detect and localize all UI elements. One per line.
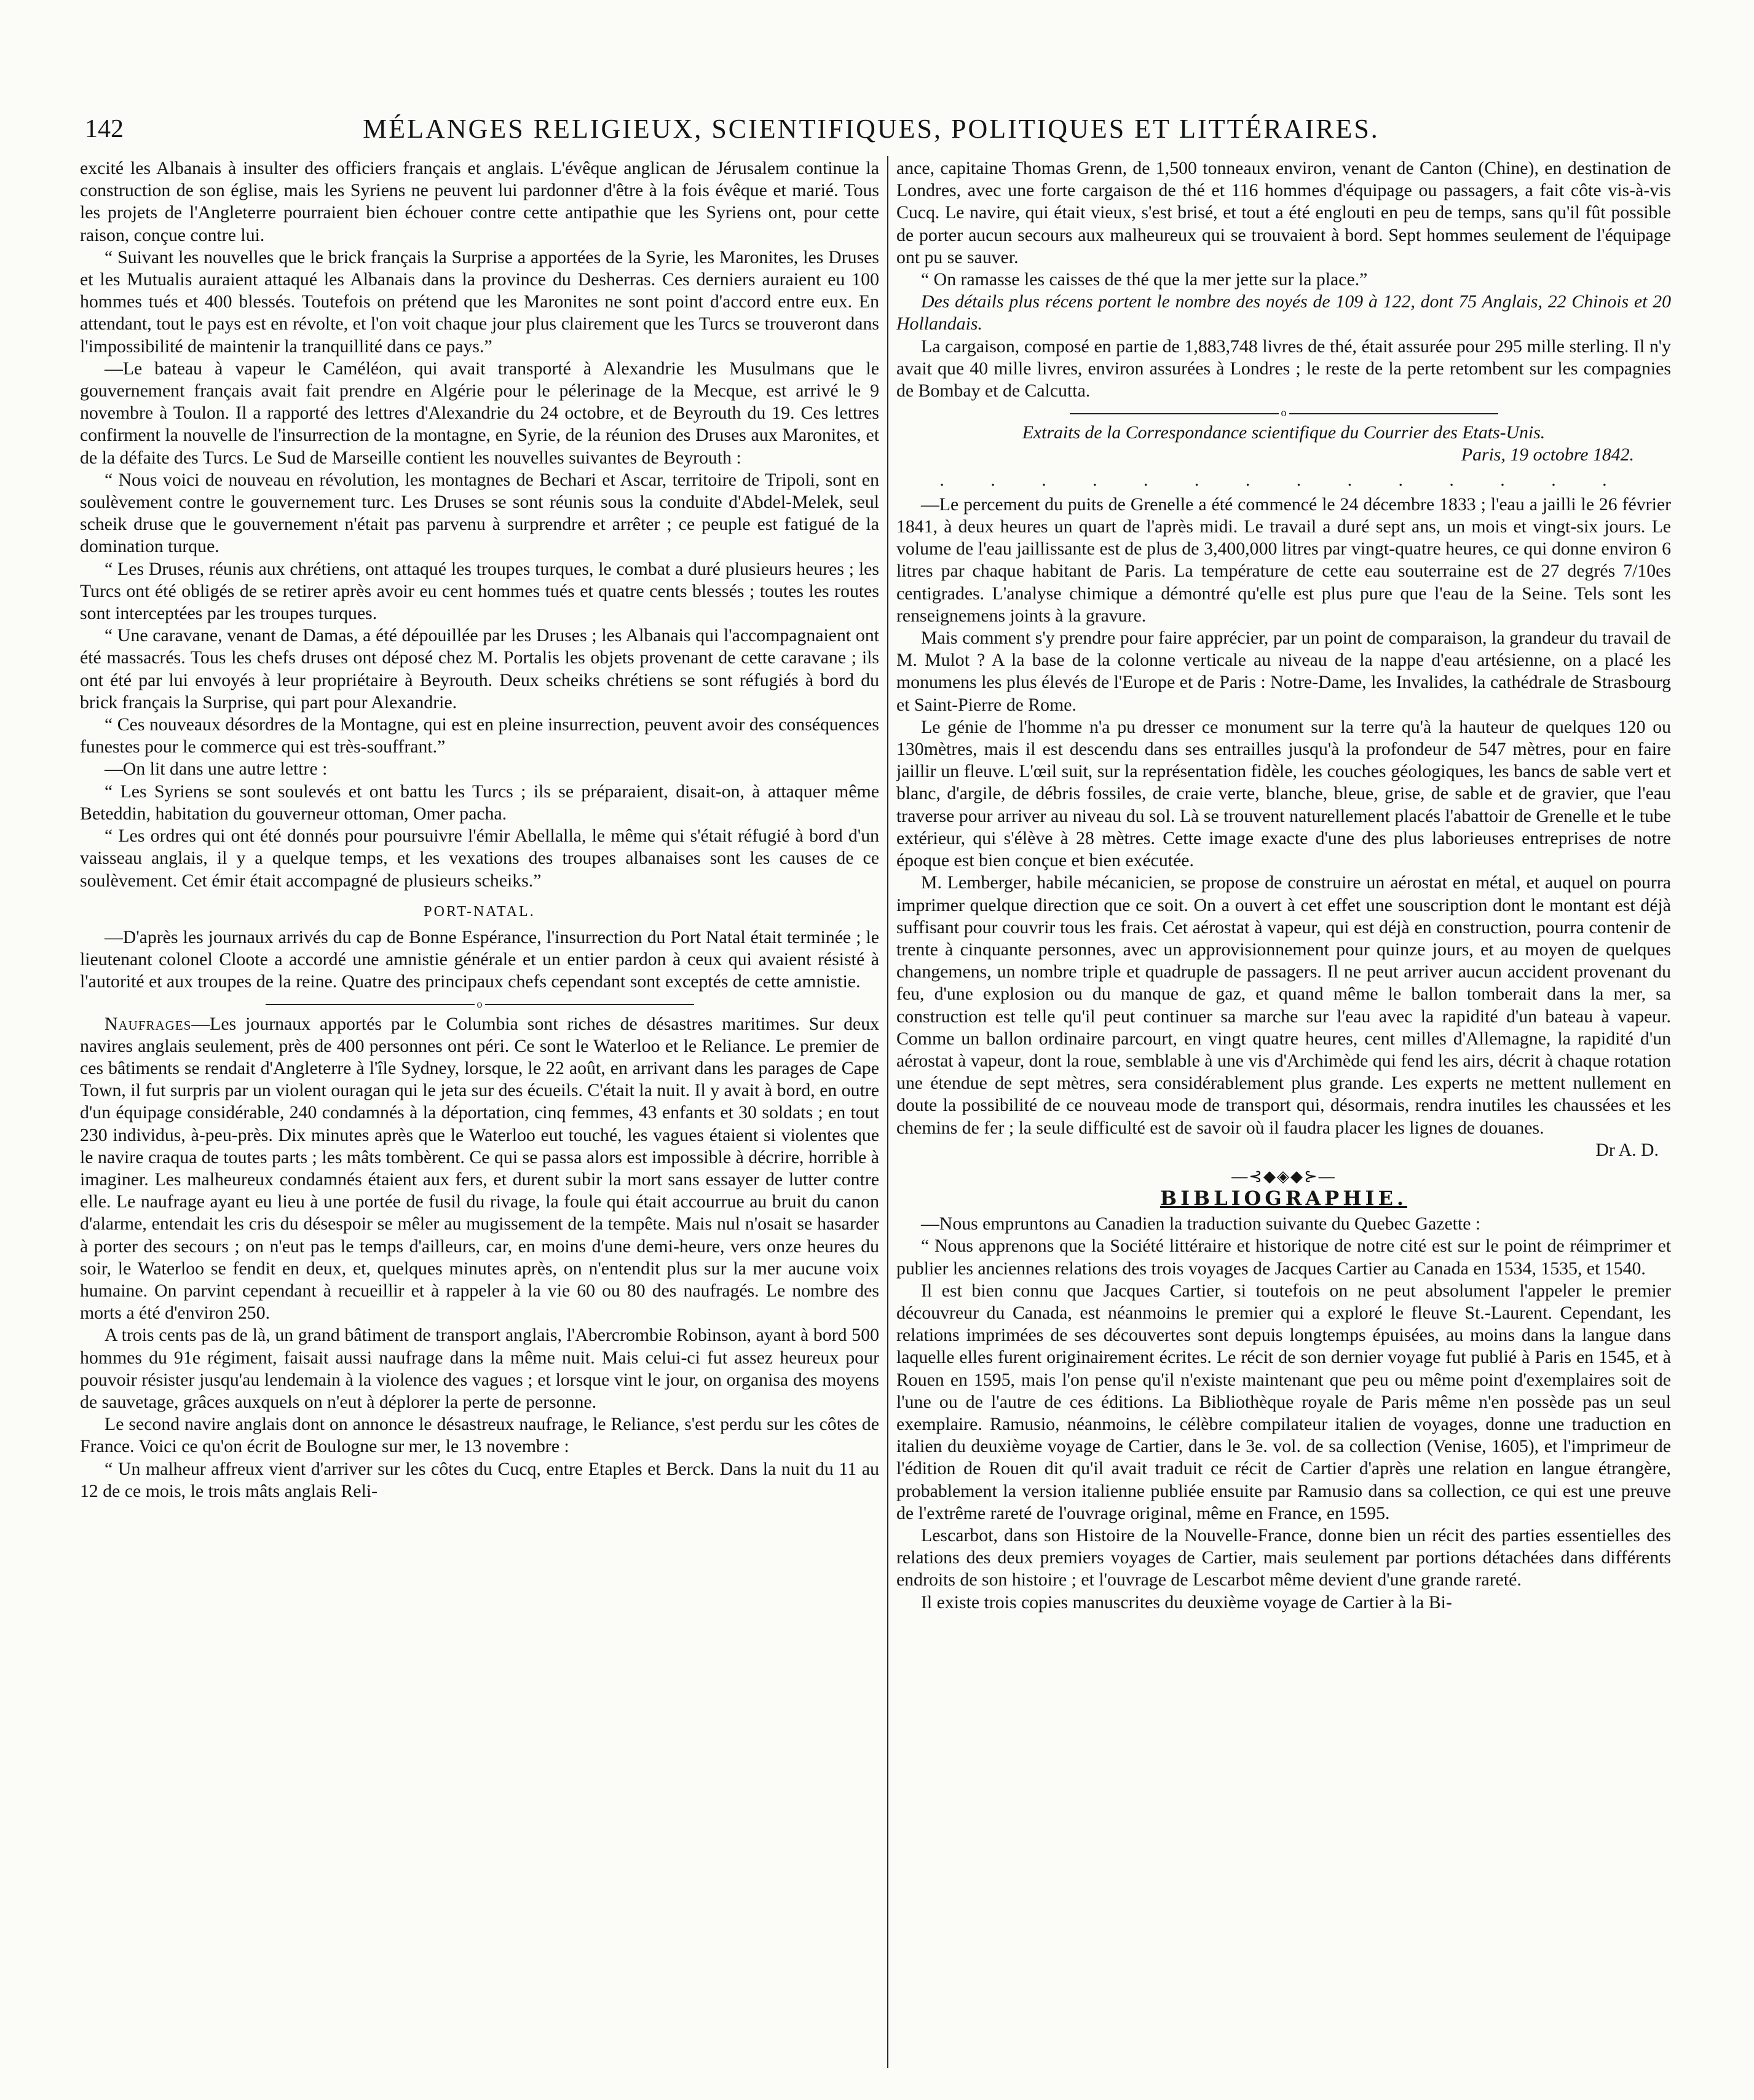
ellipsis-dots: . . . . . . . . . . . . . . — [939, 469, 1628, 490]
paragraph: “ Les Druses, réunis aux chrétiens, ont attaqué les troupes turques, le combat a duré plusieurs heures ; les Turcs ont été obligés de se retirer après avoir eu cent hommes tués et quatre cents blessés ; toutes les routes sont interceptées par les troupes turques. — [80, 558, 879, 624]
paragraph: Des détails plus récens portent le nombre des noyés de 109 à 122, dont 75 Anglais, 22 Chinois et 20 Hollandais. — [896, 291, 1671, 334]
paragraph: Mais comment s'y prendre pour faire apprécier, par un point de comparaison, la grandeur du travail de M. Mulot ? A la base de la colonne verticale au niveau de la nappe d'eau artésienne, on a placé les monumens les plus élevés de l'Europe et de Paris : Notre-Dame, les Invalides, la cathédrale de Strasbourg et Saint-Pierre de Rome. — [896, 628, 1671, 715]
page-header — [74, 111, 1669, 154]
run-in-heading: Naufrages — [105, 1013, 192, 1034]
paragraph: —Le bateau à vapeur le Caméléon, qui avait transporté à Alexandrie les Musulmans que le gouvernement français avait fait prendre en Algérie pour le pélerinage de la Mecque, est arrivé le 9 novembre à Toulon. Il a rapporté des lettres d'Alexandrie du 24 octobre, et de Beyrouth du 19. Ces lettres confirment la nouvelle de l'insurrection de la montagne, en Syrie, de la réunion des Druses aux Maronites, et de la défaite des Turcs. Le Sud de Marseille contient les nouvelles suivantes de Beyrouth : — [80, 358, 879, 468]
section-heading-bibliographie: BIBLIOGRAPHIE. — [1160, 1186, 1407, 1210]
running-title: MÉLANGES RELIGIEUX, SCIENTIFIQUES, POLITIQUES ET LITTÉRAIRES. — [363, 114, 1380, 144]
paragraph: Lescarbot, dans son Histoire de la Nouvelle-France, donne bien un récit des parties essentielles des relations des deux premiers voyages de Cartier, mais seulement par portions détachées dans différents endroits de son histoire ; et l'ouvrage de Lescarbot même devient d'une grande rareté. — [896, 1525, 1671, 1590]
paragraph: La cargaison, composé en partie de 1,883,748 livres de thé, était assurée pour 295 mille sterling. Il n'y avait que 40 mille livres, environ assurées à Londres ; le reste de la perte retombent sur les compagnies de Bombay et de Calcutta. — [896, 336, 1671, 401]
page-number: 142 — [85, 115, 124, 143]
paragraph: —On lit dans une autre lettre : — [105, 759, 328, 780]
section-rule — [80, 998, 879, 1009]
extract-date: Paris, 19 octobre 1842. — [1461, 444, 1634, 465]
paragraph-text: —Les journaux apportés par le Columbia sont riches de désastres maritimes. Sur deux navires anglais seulement, près de 400 personnes ont péri. Ce sont le Waterloo et le Reliance. Le premier de ces bâtiments se rendait d'Angleterre à l'île Sydney, lorsque, le 22 août, en arrivant dans les parages de Cape Town, il fut surpris par un violent ouragan qui le jeta sur des écueils. C'était la nuit. Il y avait à bord, en outre d'un équipage considérable, 240 condamnés à la déportation, cinq femmes, 43 enfants et 30 soldats ; en tout 230 individus, à-peu-près. Dix minutes après que le Waterloo eut touché, les vagues étaient si violentes que le navire craqua de toutes parts ; les mâts tombèrent. Ce qui se passa alors est impossible à décrire, horrible à imaginer. Les malheureux condamnés étaient aux fers, et durent subir la mort sans essayer de lutter contre elle. Le naufrage ayant eu lieu à une portée de fusil du rivage, la foule qui était accourrue au bruit du canon d'alarme, entendait les cris du désespoir se mêler au mugissement de la tempête. Mais nul n'osait se hasarder à porter des secours ; on n'eut pas le temps d'ailleurs, car, en moins d'une demi-heure, vers onze heures du soir, le Waterloo se fendit en deux, et, quelques minutes après, on n'entendit plus sur la mer aucune voix humaine. On parvint cependant à recueillir et à rappeler à la vie 60 ou 80 des naufragés. Le nombre des morts a été d'environ 250. — [80, 1013, 879, 1324]
section-rule — [896, 407, 1671, 418]
ornament-divider: —⊰◆◈◆⊱— — [1231, 1167, 1336, 1185]
paragraph: excité les Albanais à insulter des officiers français et anglais. L'évêque anglican de Jérusalem continue la construction de son église, mais les Syriens ne peuvent lui pardonner d'être à la fois évêque et marié. Tous les projets de l'Angleterre pourraient bien échouer contre cette antipathie que les Syriens ont, pour cette raison, conçue contre lui. — [80, 158, 879, 245]
paragraph: “ Les Syriens se sont soulevés et ont battu les Turcs ; ils se préparaient, disait-on, à attaquer même Beteddin, habitation du gouverneur ottoman, Omer pacha. — [80, 781, 879, 824]
right-column — [896, 157, 1671, 2069]
signature-line — [896, 1139, 1671, 1161]
signature: Dr A. D. — [1595, 1139, 1659, 1160]
paragraph: “ Les ordres qui ont été donnés pour poursuivre l'émir Abellalla, le même qui s'était réfugié à bord d'un vaisseau anglais, il y a quelque temps, et les vexations des troupes albanaises sont les causes de ce soulèvement. Cet émir était accompagné de plusieurs scheiks.” — [80, 826, 879, 891]
paragraph: “ On ramasse les caisses de thé que la mer jette sur la place.” — [921, 269, 1368, 290]
paragraph: “ Suivant les nouvelles que le brick français la Surprise a apportées de la Syrie, les Maronites, les Druses et les Mutualis auraient attaqué les Albanais dans la province du Desherras. Ces derniers auraient eu 100 hommes tués et 400 blessés. Toutefois on prétend que les Maronites ne sont point d'accord entre eux. En attendant, tout le pays est en révolte, et l'on voit chaque jour plus clairement que les Turcs se trouveront dans l'impossibilité de maintenir la tranquillité dans ce pays.” — [80, 247, 879, 357]
paragraph: “ Ces nouveaux désordres de la Montagne, qui est en pleine insurrection, peuvent avoir des conséquences funestes pour le commerce qui est très-souffrant.” — [80, 714, 879, 757]
left-column — [80, 157, 879, 2069]
paragraph: —Le percement du puits de Grenelle a été commencé le 24 décembre 1833 ; l'eau a jailli le 26 février 1841, à deux heures un quart de l'après midi. Le travail a duré sept ans, un mois et vingt-six jours. Le volume de l'eau jaillissante est de plus de 3,400,000 litres par vingt-quatre heures, ce qui donne environ 6 litres par chaque habitant de Paris. La température de cette eau souterraine est de 27 degrés 7/10es centigrades. L'analyse chimique a démontré qu'elle est plus pure que l'eau de la Seine. Tels sont les renseignemens joints à la gravure. — [896, 494, 1671, 626]
paragraph: “ Nous voici de nouveau en révolution, les montagnes de Bechari et Ascar, territoire de Tripoli, sont en soulèvement contre le gouvernement turc. Les Druses se sont réunis sous la conduite d'Abdel-Melek, seul scheik druse que le gouvernement n'était pas parvenu à surprendre et arrêter ; ce peuple est fatigué de la domination turque. — [80, 469, 879, 557]
paragraph: A trois cents pas de là, un grand bâtiment de transport anglais, l'Abercrombie Robinson, ayant à bord 500 hommes du 91e régiment, faisait aussi naufrage dans la même nuit. Mais celui-ci fut assez heureux pour pouvoir résister jusqu'au lendemain à la violence des vagues ; et lorsque vint le jour, on organisa des moyens de sauvetage, grâces auxquels on n'eut à déplorer la perte de personne. — [80, 1325, 879, 1412]
paragraph: —D'après les journaux arrivés du cap de Bonne Espérance, l'insurrection du Port Natal était terminée ; le lieutenant colonel Cloote a accordé une amnistie générale et un entier pardon à ceux qui avaient résisté à l'autorité et aux troupes de la reine. Quatre des principaux chefs cependant sont exceptés de cette amnistie. — [80, 926, 879, 992]
paragraph: “ Une caravane, venant de Damas, a été dépouillée par les Druses ; les Albanais qui l'accompagnaient ont été massacrés. Tous les chefs druses ont déposé chez M. Portalis les objets provenant de cette caravane ; ils ont été par lui envoyés à leur propriétaire à Beyrouth. Deux scheiks chrétiens se sont réfugiés à bord du brick français la Surprise, qui part pour Alexandrie. — [80, 625, 879, 712]
paragraph: Le génie de l'homme n'a pu dresser ce monument sur la terre qu'à la hauteur de quelques 120 ou 130mètres, mais il est descendu dans ses entrailles jusqu'à la profondeur de 547 mètres, pour en faire jaillir un fleuve. L'œil suit, sur la représentation fidèle, les couches géologiques, les bancs de sable vert et blanc, d'argile, de débris fossiles, de craie verte, blanche, bleue, grise, de sable et de gravier, que l'eau traverse pour arriver au niveau du sol. Là se trouvent naturellement placés l'abattoir de Grenelle et le tube extérieur, qui s'élève à 28 mètres. Cette image exacte d'une des plus laborieuses entreprises de notre époque est bien conçue et bien exécutée. — [896, 716, 1671, 871]
column-divider — [887, 156, 888, 2068]
paragraph: “ Un malheur affreux vient d'arriver sur les côtes du Cucq, entre Etaples et Berck. Dans la nuit du 11 au 12 de ce mois, le trois mâts anglais Reli- — [80, 1458, 879, 1501]
rule-mark: o — [476, 997, 483, 1010]
paragraph: M. Lemberger, habile mécanicien, se propose de construire un aérostat en métal, et auquel on pourra imprimer quelque direction que ce soit. On a ouvert à cet effet une souscription dont le montant est déjà suffisant pour couvrir tous les frais. Cet aérostat à vapeur, qui est déjà en construction, pourra contenir de trente à cinquante personnes, avec un approvisionnement pour quinze jours, et au moyen de quelques changemens, un nombre triple et quadruple de passagers. Il ne peut arriver aucun accident provenant du feu, d'une explosion ou du manque de gaz, et quand même le ballon tomberait dans la mer, sa construction est telle qu'il peut continuer sa marche sur l'eau avec la rapidité d'un bateau à vapeur. Comme un ballon ordinaire parcourt, en vingt quatre heures, cent milles d'Allemagne, la rapidité d'un aérostat à vapeur, dont la roue, semblable à une vis d'Archimède qui fend les airs, décrit à chaque rotation une étendue de sept mètres, sera considérablement plus grande. Les experts ne mettent nullement en doute la possibilité de ce nouveau mode de transport qui, désormais, rendra inutiles les chaussées et les chemins de fer ; la seule difficulté est de savoir où il faudra placer les lignes de douanes. — [896, 872, 1671, 1138]
paragraph: Il existe trois copies manuscrites du deuxième voyage de Cartier à la Bi- — [921, 1592, 1452, 1612]
rule-mark: o — [1281, 406, 1287, 419]
paragraph-naufrages — [80, 1013, 879, 1325]
paragraph: Il est bien connu que Jacques Cartier, si toutefois on ne peut absolument l'appeler le premier découvreur du Canada, est néanmoins le premier qui a exploré le fleuve St.-Laurent. Cependant, les relations imprimées de ses découvertes sont depuis longtemps épuisées, au moins dans la langue dans laquelle elles furent originairement écrites. Le récit de son dernier voyage fut publié à Paris en 1545, et à Rouen en 1595, mais l'on pense qu'il n'existe maintenant que peu ou même point d'exemplaires soit de l'une ou de l'autre de ces éditions. La Bibliothèque royale de Paris même n'en possède pas un seul exemplaire. Ramusio, néanmoins, le célèbre compilateur italien de voyages, donne une traduction en italien du deuxième voyage de Cartier, dans le 3e. vol. de sa collection (Venise, 1605), et l'imprimeur de l'édition de Rouen dit qu'il avait traduit ce récit de Cartier d'après une relation en langue étrangère, probablement la version italienne publiée ensuite par Ramusio dans sa collection, ce qui est une preuve de l'extrême rareté de l'ouvrage original, même en France, en 1595. — [896, 1280, 1671, 1523]
paragraph: “ Nous apprenons que la Société littéraire et historique de notre cité est sur le point de réimprimer et publier les anciennes relations des trois voyages de Jacques Cartier au Canada en 1534, 1535, et 1540. — [896, 1236, 1671, 1279]
paragraph: —Nous empruntons au Canadien la traduction suivante du Quebec Gazette : — [921, 1214, 1481, 1234]
paragraph: Le second navire anglais dont on annonce le désastreux naufrage, le Reliance, s'est perdu sur les côtes de France. Voici ce qu'on écrit de Boulogne sur mer, le 13 novembre : — [80, 1414, 879, 1457]
paragraph: ance, capitaine Thomas Grenn, de 1,500 tonneaux environ, venant de Canton (Chine), en destination de Londres, avec une forte cargaison de thé et 116 hommes d'équipage ou passagers, a fait côte vis-à-vis Cucq. Le navire, qui était vieux, s'est brisé, et tout a été englouti en peu de temps, sans qu'il fût possible de porter aucun secours aux malheureux qui se trouvaient à bord. Sept hommes seulement de l'équipage ont pu se sauver. — [896, 158, 1671, 267]
section-heading-port-natal: PORT-NATAL. — [424, 903, 535, 920]
extract-title: Extraits de la Correspondance scientifique du Courrier des Etats-Unis. — [1022, 422, 1546, 443]
